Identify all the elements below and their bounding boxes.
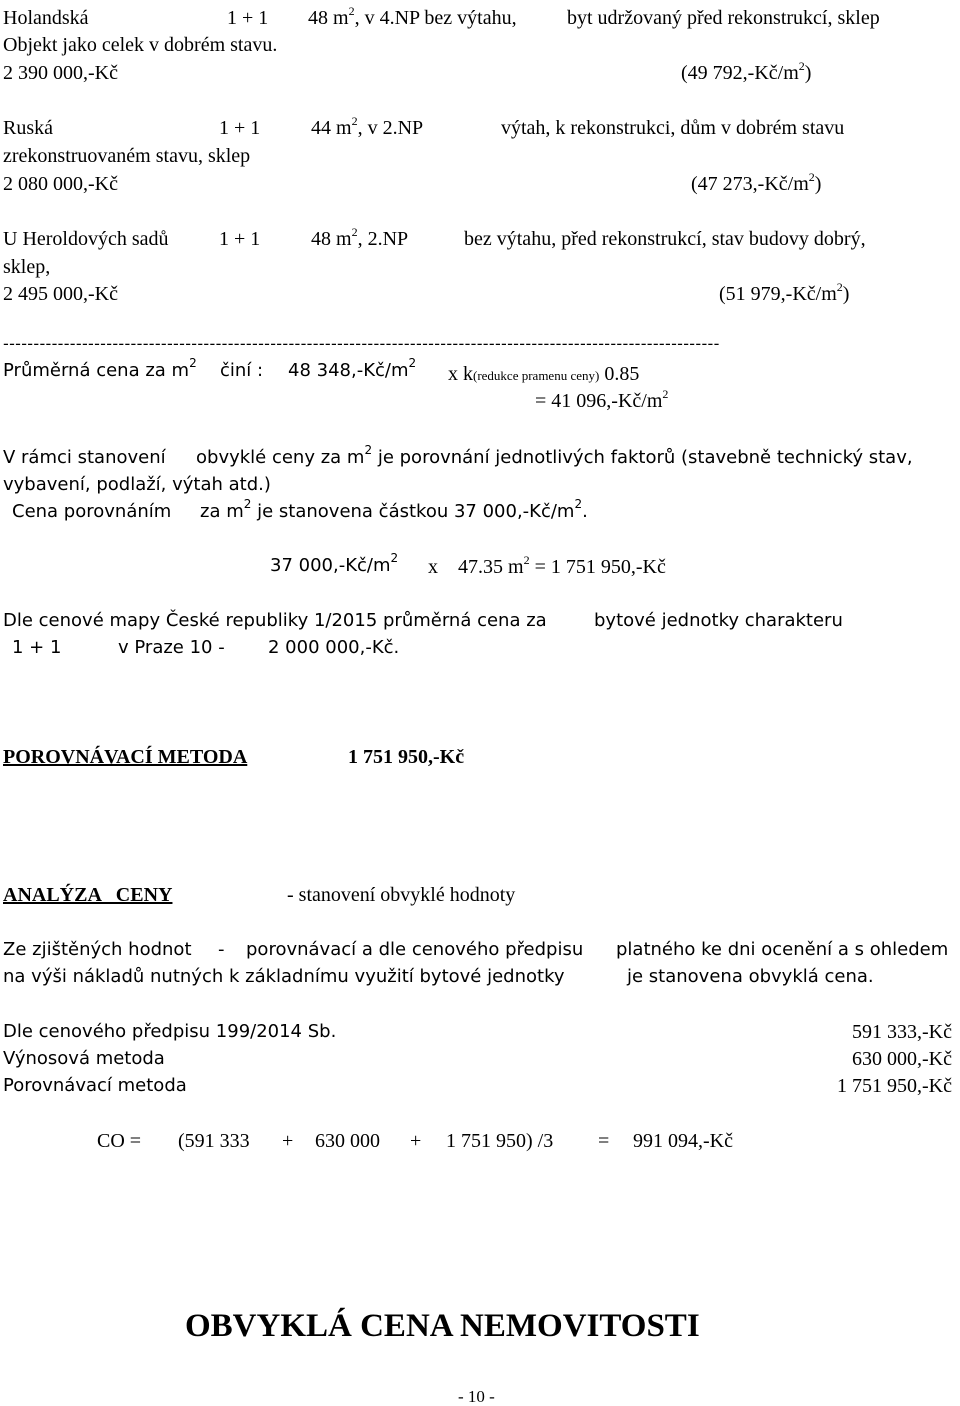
final-heading: OBVYKLÁ CENA NEMOVITOSTI <box>185 1308 700 1344</box>
listing-disposition: 1 + 1 <box>227 7 269 29</box>
page-number: - 10 - <box>458 1387 495 1406</box>
summary-label: Dle cenového předpisu 199/2014 Sb. <box>3 1021 337 1042</box>
listing-price: 2 080 000,-Kč <box>3 173 118 195</box>
listing-price-per-m2: (51 $979,-Kč/m^2$) <box>719 280 850 305</box>
formula-term: 1 751 950) /3 <box>446 1130 554 1152</box>
listing-description-2: zrekonstruovaném stavu, sklep <box>3 145 251 167</box>
comparative-method-heading: POROVNÁVACÍ METODA <box>3 746 248 768</box>
listing-street: U Heroldových sadů <box>3 228 169 250</box>
calculation-times: x <box>428 556 438 578</box>
summary-value: 591 333,-Kč <box>852 1021 952 1043</box>
analysis-text: na výši nákladů nutných k základnímu využití bytové jednotky <box>3 966 565 987</box>
listing-description: výtah, k rekonstrukci, dům v dobrém stavu <box>501 117 845 139</box>
paragraph-text: V rámci stanovení <box>3 447 166 468</box>
formula-result: 991 094,-Kč <box>633 1130 733 1152</box>
listing-street: Holandská <box>3 7 89 29</box>
analysis-heading: ANALÝZA CENY <box>3 884 173 906</box>
listing-price-per-m2: (47 $273,-Kč/m^2$) <box>691 170 822 195</box>
paragraph-text: obvyklé ceny za $m^2$ je porovnání jednotlivých faktorů (stavebně technický stav, <box>196 443 913 468</box>
listing-area: 48 $m^2$, 2.NP <box>311 225 409 250</box>
listing-disposition: 1 + 1 <box>219 117 261 139</box>
calculation-rate: 37 $000,-Kč/m^2$ <box>270 551 399 576</box>
listing-price: 2 390 000,-Kč <box>3 62 118 84</box>
average-price-result: = 41 $096,-Kč/m^2$ <box>535 387 669 412</box>
formula-term: (591 333 <box>178 1130 250 1152</box>
formula-plus: + <box>410 1130 422 1152</box>
listing-description: byt udržovaný před rekonstrukcí, sklep <box>567 7 880 29</box>
paragraph-text: za $m^2$ je stanovena částkou 37 $000,-Kč/m^2$. <box>200 497 588 522</box>
formula-term: 630 000 <box>315 1130 380 1152</box>
average-price-cini: činí : <box>220 360 264 381</box>
average-price-value: 48 $348,-Kč/m^2$ <box>288 356 417 381</box>
paragraph-text: Cena porovnáním <box>12 501 172 522</box>
price-map-text: 1 + 1 <box>12 637 62 658</box>
listing-disposition: 1 + 1 <box>219 228 261 250</box>
analysis-text: - <box>218 939 225 960</box>
analysis-subtitle: - stanovení obvyklé hodnoty <box>287 884 516 906</box>
price-map-text: bytové jednotky charakteru <box>594 610 843 631</box>
listing-description-2: sklep, <box>3 256 51 278</box>
formula-plus: + <box>282 1130 294 1152</box>
listing-description-2: Objekt jako celek v dobrém stavu. <box>3 34 278 56</box>
comparative-method-value: 1 751 950,-Kč <box>348 746 465 768</box>
formula-equals: = <box>598 1130 610 1152</box>
reduction-coefficient: x k(redukce pramenu ceny) 0.85 <box>448 363 640 385</box>
paragraph-text: vybavení, podlaží, výtah atd.) <box>3 474 271 495</box>
analysis-text: je stanovena obvyklá cena. <box>627 966 874 987</box>
analysis-text: Ze zjištěných hodnot <box>3 939 192 960</box>
formula-co: CO = <box>97 1130 142 1152</box>
summary-value: 1 751 950,-Kč <box>837 1075 952 1097</box>
listing-price-per-m2: (49 $792,-Kč/m^2$) <box>681 59 812 84</box>
listing-area: 48 $m^2$, v 4.NP bez výtahu, <box>308 4 517 29</box>
listing-description: bez výtahu, před rekonstrukcí, stav budovy dobrý, <box>464 228 866 250</box>
listing-price: 2 495 000,-Kč <box>3 283 118 305</box>
listing-street: Ruská <box>3 117 53 139</box>
analysis-text: porovnávací a dle cenového předpisu <box>246 939 584 960</box>
summary-label: Výnosová metoda <box>3 1048 165 1069</box>
average-price-label: Průměrná cena za $m^2$ <box>3 356 197 381</box>
price-map-text: Dle cenové mapy České republiky 1/2015 průměrná cena za <box>3 610 547 631</box>
price-map-text: 2 000 000,-Kč. <box>268 637 400 658</box>
dashed-divider: ---------------------------------------------------------------------------------------------------------------------- <box>3 334 720 353</box>
summary-label: Porovnávací metoda <box>3 1075 187 1096</box>
calculation-area: 47.35 $m^2 = 1$ 751 950,-Kč <box>458 553 666 578</box>
price-map-text: v Praze 10 - <box>118 637 225 658</box>
summary-value: 630 000,-Kč <box>852 1048 952 1070</box>
analysis-text: platného ke dni ocenění a s ohledem <box>616 939 949 960</box>
listing-area: 44 $m^2$, v 2.NP <box>311 114 424 139</box>
